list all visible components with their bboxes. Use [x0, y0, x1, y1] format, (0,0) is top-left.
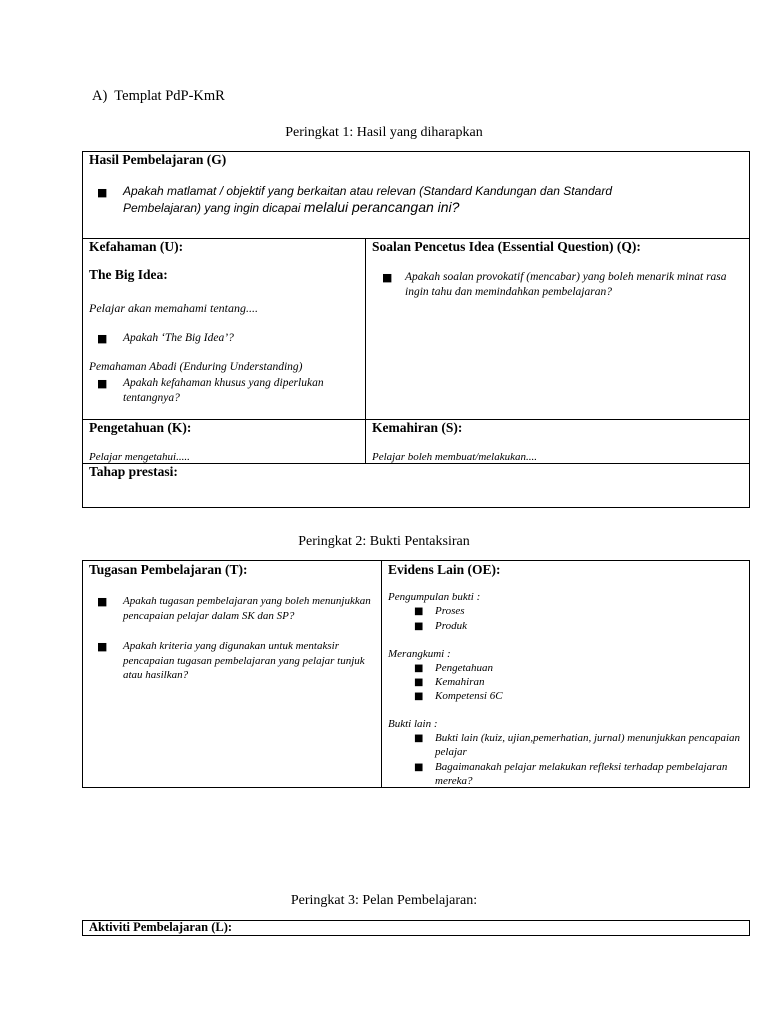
evidens-item: Proses [435, 605, 465, 617]
merangkumi-label: Merangkumi : [388, 648, 451, 660]
evidens-item: Bukti lain (kuiz, ujian,pemerhatian, jurnal) menunjukkan pencapaian pelajar [435, 732, 740, 758]
bullet-icon: ■ [414, 733, 424, 744]
bullet-icon: ■ [97, 377, 108, 390]
document-title: A) Templat PdP-KmR [92, 88, 225, 104]
bullet-icon: ■ [414, 621, 424, 632]
aktiviti-pembelajaran-label: Aktiviti Pembelajaran (L): [89, 920, 233, 934]
evidens-lain-label: Evidens Lain (OE): [388, 562, 501, 577]
bullet-icon: ■ [97, 186, 108, 199]
level1-heading: Peringkat 1: Hasil yang diharapkan [285, 125, 483, 140]
kefahaman-label: Kefahaman (U): [89, 239, 184, 254]
big-idea-label: The Big Idea: [89, 267, 168, 282]
pemahaman-abadi-label: Pemahaman Abadi (Enduring Understanding) [89, 361, 303, 373]
bullet-icon: ■ [414, 663, 424, 674]
kefahaman-lead: Pelajar akan memahami tentang.... [89, 301, 258, 315]
evidens-item: Kompetensi 6C [435, 690, 503, 702]
hasil-text-part1: Apakah matlamat / objektif yang berkaitan atau relevan (Standard Kandungan dan Standard Pembelajaran) yang ingin dicapai [123, 184, 612, 215]
bullet-icon: ■ [414, 762, 424, 773]
hasil-pembelajaran-text [123, 183, 683, 216]
kemahiran-text: Pelajar boleh membuat/melakukan.... [372, 451, 537, 463]
tugasan-label: Tugasan Pembelajaran (T): [89, 562, 248, 577]
evidens-item: Pengetahuan [435, 662, 494, 674]
kefahaman-khusus-question [123, 376, 358, 406]
big-idea-question: Apakah ‘The Big Idea’? [123, 332, 234, 344]
tugasan-question-2: Apakah kriteria yang digunakan untuk mentaksir pencapaian tugasan pembelajaran yang pelajar tunjuk atau hasilkan? [123, 640, 365, 681]
evidens-item: Kemahiran [435, 676, 485, 688]
pengumpulan-bukti-label: Pengumpulan bukti : [388, 591, 481, 603]
tugasan-question-1: Apakah tugasan pembelajaran yang boleh menunjukkan pencapaian pelajar dalam SK dan SP? [123, 595, 371, 622]
kefahaman-khusus-text: Apakah kefahaman khusus yang diperlukan tentangnya? [123, 377, 324, 404]
soalan-pencetus-label: Soalan Pencetus Idea (Essential Question) (Q): [372, 239, 641, 254]
hasil-pembelajaran-label: Hasil Pembelajaran (G) [89, 152, 227, 167]
soalan-pencetus-text: Apakah soalan provokatif (mencabar) yang boleh menarik minat rasa ingin tahu dan memindahkan pembelajaran? [405, 271, 727, 298]
level2-heading: Peringkat 2: Bukti Pentaksiran [298, 534, 470, 549]
evidens-item: Bagaimanakah pelajar melakukan refleksi terhadap pembelajaran mereka? [435, 761, 728, 787]
bullet-icon: ■ [414, 691, 424, 702]
bullet-icon: ■ [97, 595, 108, 608]
hasil-text-part2: melalui perancangan ini? [303, 199, 460, 215]
bullet-icon: ■ [414, 606, 424, 617]
pengetahuan-text: Pelajar mengetahui..... [89, 451, 190, 463]
level3-heading: Peringkat 3: Pelan Pembelajaran: [290, 893, 478, 908]
pengetahuan-label: Pengetahuan (K): [89, 420, 192, 435]
table-divider [365, 238, 366, 463]
evidens-item: Produk [435, 620, 467, 632]
bullet-icon: ■ [414, 677, 424, 688]
kemahiran-label: Kemahiran (S): [372, 420, 463, 435]
table-divider [381, 560, 382, 788]
bullet-icon: ■ [382, 271, 393, 284]
bullet-icon: ■ [97, 640, 108, 653]
tahap-prestasi-label: Tahap prestasi: [89, 464, 178, 479]
bukti-lain-label: Bukti lain : [388, 718, 438, 730]
bullet-icon: ■ [97, 332, 108, 345]
